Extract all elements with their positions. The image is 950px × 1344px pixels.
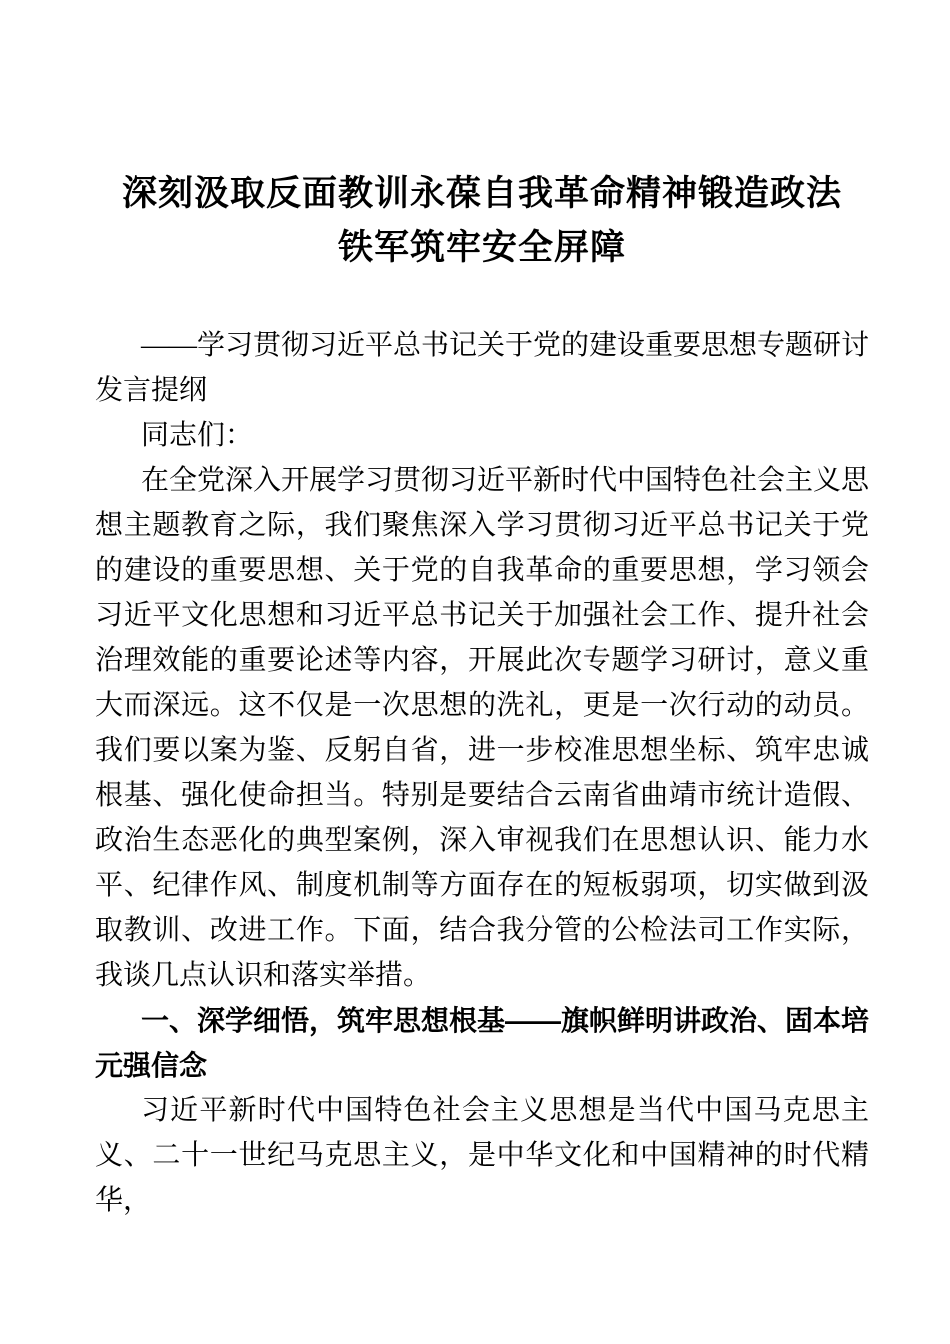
- intro-paragraph: 在全党深入开展学习贯彻习近平新时代中国特色社会主义思想主题教育之际，我们聚焦深入学习贯彻习近平总书记关于党的建设的重要思想、关于党的自我革命的重要思想，学习领会习近平文化思想和习近平总书记关于加强社会工作、提升社会治理效能的重要论述等内容，开展此次专题学习研讨，意义重大而深远。这不仅是一次思想的洗礼，更是一次行动的动员。我们要以案为鉴、反躬自省，进一步校准思想坐标、筑牢忠诚根基、强化使命担当。特别是要结合云南省曲靖市统计造假、政治生态恶化的典型案例，深入审视我们在思想认识、能力水平、纪律作风、制度机制等方面存在的短板弱项，切实做到汲取教训、改进工作。下面，结合我分管的公检法司工作实际，我谈几点认识和落实举措。: [95, 465, 870, 991]
- document-title: [95, 167, 869, 275]
- title-line-1: 深刻汲取反面教训永葆自我革命精神锻造政法: [121, 174, 842, 213]
- section-1-heading: 一、深学细悟，筑牢思想根基——旗帜鲜明讲政治、固本培元强信念: [95, 1005, 870, 1081]
- subtitle-paragraph: ——学习贯彻习近平总书记关于党的建设重要思想专题研讨发言提纲: [95, 330, 870, 406]
- salutation-paragraph: 同志们：: [141, 420, 254, 451]
- section-1-body-paragraph: 习近平新时代中国特色社会主义思想是当代中国马克思主义、二十一世纪马克思主义，是中华文化和中国精神的时代精华，: [95, 1095, 869, 1216]
- title-line-2: 铁军筑牢安全屏障: [337, 228, 626, 267]
